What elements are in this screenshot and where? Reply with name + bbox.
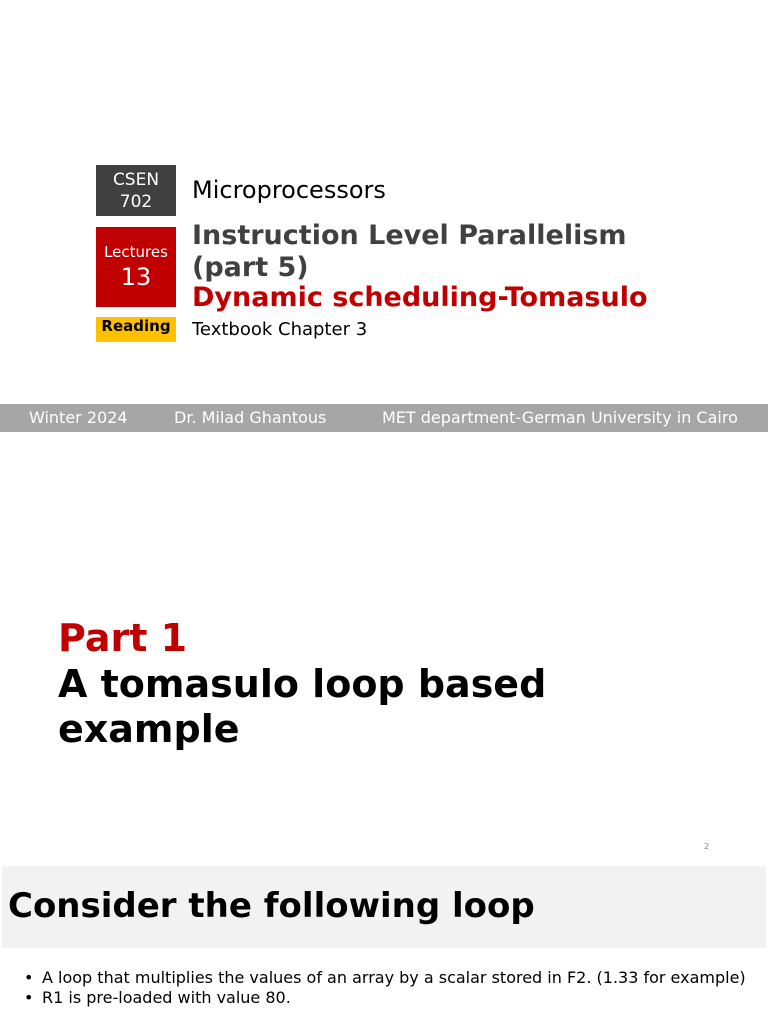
- bullet-text: A loop that multiplies the values of an array by a scalar stored in F2. (1.33 for example): [42, 968, 746, 987]
- bullet-list: [24, 968, 746, 1008]
- slide-number: 2: [704, 842, 710, 851]
- section-slide: [0, 434, 768, 864]
- footer-lecturer: Dr. Milad Ghantous: [174, 408, 327, 427]
- bullet-item: [24, 968, 746, 988]
- lecture-title: Instruction Level Parallelism (part 5): [192, 220, 627, 283]
- lecture-number: 13: [120, 263, 152, 291]
- bullet-text: R1 is pre-loaded with value 80.: [42, 988, 291, 1007]
- lecture-subtitle: Dynamic scheduling-Tomasulo: [192, 282, 648, 313]
- slide-header: [2, 866, 766, 948]
- part-title: A tomasulo loop based example: [58, 662, 547, 751]
- title-slide: [0, 0, 768, 434]
- bullet-dot-icon: •: [24, 968, 34, 987]
- footer-bar: [0, 404, 768, 432]
- lecture-badge: [96, 227, 176, 307]
- course-code-badge: [96, 165, 176, 216]
- bullet-dot-icon: •: [24, 988, 34, 1007]
- content-slide: [0, 864, 768, 1024]
- footer-department: MET department-German University in Cairo: [382, 408, 738, 427]
- reading-label: Reading: [101, 317, 171, 335]
- reading-badge: [96, 317, 176, 342]
- reading-reference: Textbook Chapter 3: [192, 319, 368, 340]
- part-label: Part 1: [58, 616, 188, 660]
- slide-title: Consider the following loop: [8, 886, 535, 926]
- lecture-label: Lectures: [104, 243, 168, 261]
- footer-term: Winter 2024: [29, 408, 128, 427]
- course-name: Microprocessors: [192, 176, 386, 204]
- course-code: CSEN 702: [112, 169, 160, 212]
- bullet-item: [24, 988, 746, 1008]
